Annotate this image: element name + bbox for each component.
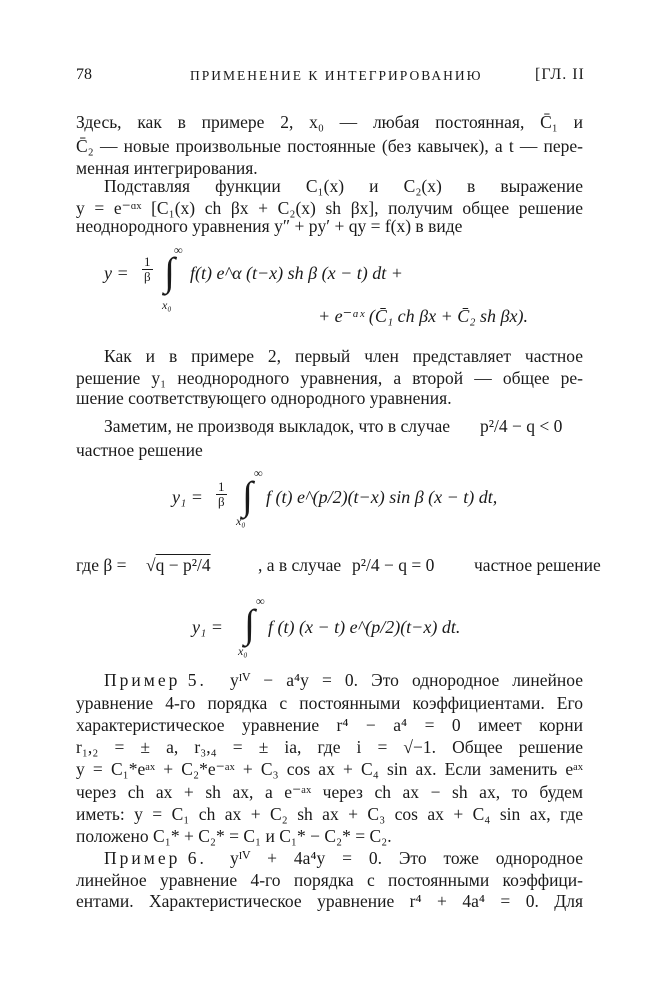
eq1-coef bbox=[142, 255, 153, 285]
p4-line1: Заметим, не производя выкладок, что в случае bbox=[104, 416, 451, 436]
p4-line2: частное решение bbox=[76, 440, 203, 460]
eq3-integrand: f (t) (x − t) e^(p/2)(t−x) dt. bbox=[268, 617, 461, 637]
p5-sqrt-radicand: q − p²/4 bbox=[155, 555, 211, 575]
running-title: ПРИМЕНЕНИЕ К ИНТЕГРИРОВАНИЮ bbox=[190, 68, 483, 83]
p1-line3: менная интегрирования. bbox=[76, 158, 258, 178]
eq3-integral-sign: ∫ bbox=[244, 601, 255, 646]
eq1-lhs: y = bbox=[104, 263, 129, 283]
eq3-lhs: y₁ = bbox=[192, 617, 223, 637]
ex5-line1: yᴵⱽ − a⁴y = 0. Это однородное линейное bbox=[230, 670, 583, 690]
p3-line3: шение соответствующего однородного уравнения. bbox=[76, 388, 452, 408]
eq3-upper-limit: ∞ bbox=[256, 594, 265, 608]
eq2-lower-limit: x₀ bbox=[236, 514, 246, 528]
ex6-label: Пример 6. bbox=[104, 848, 207, 868]
ex5-line6: через ch ax + sh ax, а e⁻ᵃˣ через ch ax − sh ax, то будем bbox=[76, 782, 583, 802]
ex5-label: Пример 5. bbox=[104, 670, 207, 690]
eq2-coef-num: 1 bbox=[218, 479, 225, 494]
ex6-line3: ентами. Характеристическое уравнение r⁴ + 4a⁴ = 0. Для bbox=[76, 891, 583, 911]
eq2-lhs: y₁ = bbox=[172, 487, 203, 507]
eq1-coef-num: 1 bbox=[144, 254, 151, 269]
eq1-integral-sign: ∫ bbox=[164, 249, 175, 294]
page-number: 78 bbox=[76, 66, 92, 83]
eq2-integral-sign: ∫ bbox=[242, 473, 253, 518]
ex5-line3: характеристическое уравнение r⁴ − a⁴ = 0 имеет корни bbox=[76, 715, 583, 735]
ex5-line2: уравнение 4-го порядка с постоянными коэффициентами. Его bbox=[76, 693, 583, 713]
eq1-lower-limit: x₀ bbox=[162, 298, 172, 312]
p4-line1-expr: p²/4 − q < 0 bbox=[480, 416, 563, 436]
p3-line2: решение y₁ неоднородного уравнения, а второй — общее ре- bbox=[76, 368, 583, 388]
eq2-coef-den: β bbox=[217, 494, 225, 510]
p1-line2: C̄₂ — новые произвольные постоянные (без кавычек), а t — пере- bbox=[76, 136, 583, 156]
p3-line1: Как и в примере 2, первый член представляет частное bbox=[104, 346, 583, 366]
eq1-integrand: f(t) e^α (t−x) sh β (x − t) dt + bbox=[190, 263, 403, 283]
ex5-line7: иметь: y = C₁ ch ax + C₂ sh ax + C₃ cos ax + C₄ sin ax, где bbox=[76, 804, 583, 824]
eq3-lower-limit: x₀ bbox=[238, 644, 248, 658]
p1-line1: Здесь, как в примере 2, x₀ — любая постоянная, C̄₁ и bbox=[76, 112, 583, 132]
p2-line2: y = e⁻ᵅˣ [C₁(x) ch βx + C₂(x) sh βx], получим общее решение bbox=[76, 198, 583, 218]
eq1-line2: + e⁻ᵅˣ (C̄₁ ch βx + C̄₂ sh βx). bbox=[318, 306, 528, 326]
p5-pre: где β = bbox=[76, 555, 127, 575]
p5-sqrt: √q − p²/4 bbox=[146, 555, 211, 575]
ex5-line8: положено C₁* + C₂* = C₁ и C₁* − C₂* = C₂. bbox=[76, 826, 392, 846]
p5-mid: , а в случае bbox=[258, 555, 342, 575]
eq2-integrand: f (t) e^(p/2)(t−x) sin β (x − t) dt, bbox=[266, 487, 498, 507]
eq2-coef bbox=[216, 480, 227, 510]
chapter-label: [ГЛ. II bbox=[535, 66, 585, 83]
p5-expr: p²/4 − q = 0 bbox=[352, 555, 435, 575]
p5-post: частное решение bbox=[474, 555, 601, 575]
ex6-line2: линейное уравнение 4-го порядка с постоянными коэффици- bbox=[76, 870, 583, 890]
eq2-upper-limit: ∞ bbox=[254, 466, 263, 480]
eq1-coef-den: β bbox=[143, 269, 151, 285]
ex6-line1: yᴵⱽ + 4a⁴y = 0. Это тоже однородное bbox=[230, 848, 583, 868]
ex5-line4: r₁,₂ = ± a, r₃,₄ = ± ia, где i = √−1. Общее решение bbox=[76, 737, 583, 757]
eq1-upper-limit: ∞ bbox=[174, 243, 183, 257]
p2-line3: неоднородного уравнения y″ + py′ + qy = f(x) в виде bbox=[76, 216, 463, 236]
ex5-line5: y = C₁*eᵃˣ + C₂*e⁻ᵃˣ + C₃ cos ax + C₄ sin ax. Если заменить eᵃˣ bbox=[76, 759, 583, 779]
p2-line1: Подставляя функции C₁(x) и C₂(x) в выражение bbox=[104, 176, 583, 196]
